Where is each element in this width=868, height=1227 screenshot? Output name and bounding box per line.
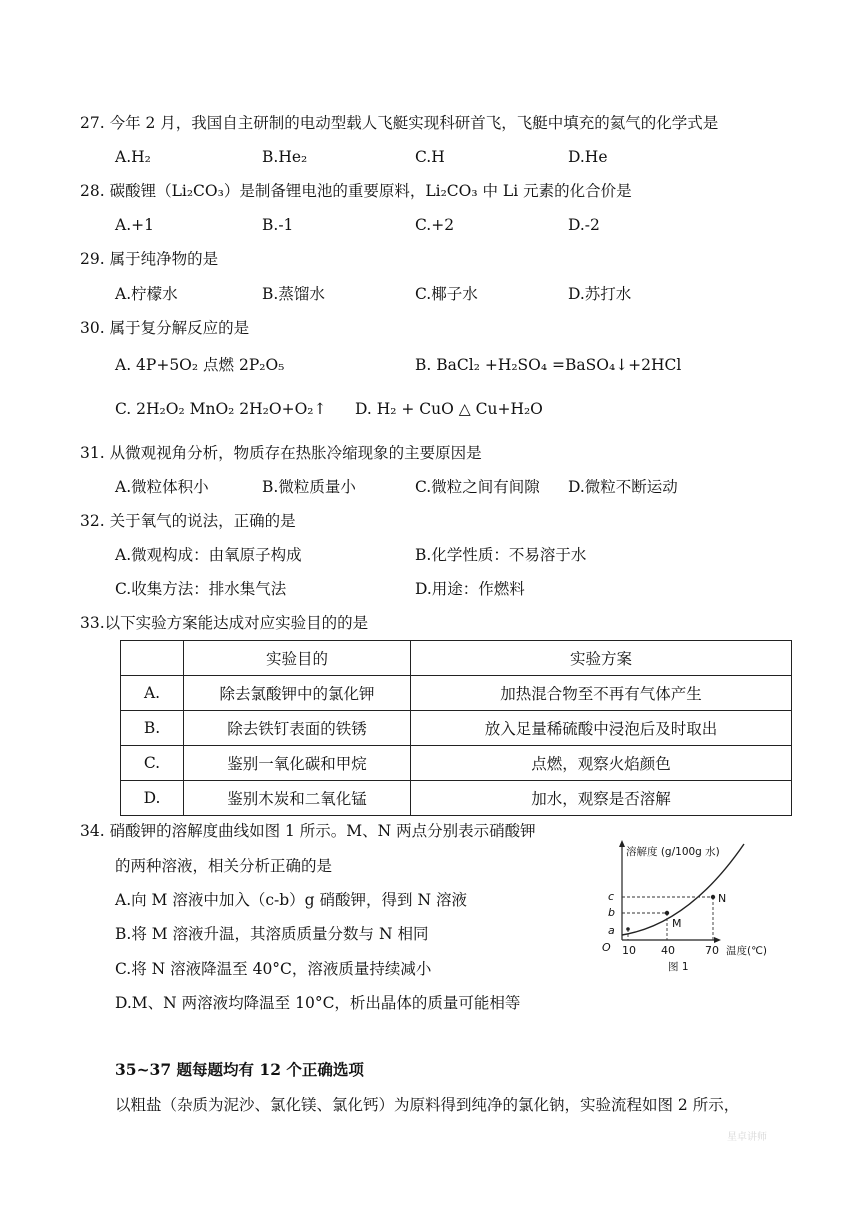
table-cell: 除去氯酸钾中的氯化钾 <box>184 676 411 711</box>
q27-option-b: B.He₂ <box>262 148 308 166</box>
origin-label: O <box>602 941 611 954</box>
question-34-stem-line1: 34. 硝酸钾的溶解度曲线如图 1 所示。M、N 两点分别表示硝酸钾 <box>80 822 536 840</box>
table-cell: B. <box>121 711 184 746</box>
table-cell: 放入足量稀硫酸中浸泡后及时取出 <box>411 711 792 746</box>
q29-option-a: A.柠檬水 <box>115 285 178 303</box>
table-header-row <box>121 641 792 676</box>
q34-option-a: A.向 M 溶液中加入（c-b）g 硝酸钾，得到 N 溶液 <box>115 891 467 909</box>
solubility-chart <box>594 836 790 984</box>
q27-option-d: D.He <box>568 148 608 166</box>
q34-option-b: B.将 M 溶液升温，其溶质质量分数与 N 相同 <box>115 925 429 943</box>
point-n <box>711 895 715 899</box>
table-row <box>121 676 792 711</box>
table-cell: A. <box>121 676 184 711</box>
question-28-stem: 28. 碳酸锂（Li₂CO₃）是制备锂电池的重要原料，Li₂CO₃ 中 Li 元素的化合价是 <box>80 182 632 200</box>
figure-caption: 图 1 <box>668 961 689 973</box>
q28-option-b: B.-1 <box>262 216 294 234</box>
q28-option-a: A.+1 <box>115 216 154 234</box>
q32-option-b: B.化学性质：不易溶于水 <box>415 546 587 564</box>
y-tick-c: c <box>608 890 615 903</box>
table-cell: 点燃，观察火焰颜色 <box>411 746 792 781</box>
point-m <box>665 911 669 915</box>
table-cell: 鉴别一氧化碳和甲烷 <box>184 746 411 781</box>
section-intro: 以粗盐（杂质为泥沙、氯化镁、氯化钙）为原料得到纯净的氯化钠，实验流程如图 2 所示， <box>115 1096 740 1114</box>
table-row <box>121 711 792 746</box>
table-cell: D. <box>121 781 184 816</box>
x-tick-40: 40 <box>661 944 675 957</box>
q30-option-a: A. 4P+5O₂ 点燃 2P₂O₅ <box>115 356 285 374</box>
q29-option-b: B.蒸馏水 <box>262 285 325 303</box>
q30-option-b: B. BaCl₂ +H₂SO₄ =BaSO₄↓+2HCl <box>415 356 682 374</box>
question-27-stem: 27. 今年 2 月，我国自主研制的电动型载人飞艇实现科研首飞，飞艇中填充的氦气的化学式是 <box>80 114 719 132</box>
x-tick-10: 10 <box>622 944 636 957</box>
q28-option-d: D.-2 <box>568 216 600 234</box>
table-row <box>121 781 792 816</box>
table-cell: 除去铁钉表面的铁锈 <box>184 711 411 746</box>
y-axis-label: 溶解度 (g/100g 水) <box>626 846 720 858</box>
table-cell: 鉴别木炭和二氧化锰 <box>184 781 411 816</box>
section-title: 35~37 题每题均有 12 个正确选项 <box>115 1060 364 1079</box>
q30-option-c: C. 2H₂O₂ MnO₂ 2H₂O+O₂↑ <box>115 400 327 418</box>
q29-option-d: D.苏打水 <box>568 285 632 303</box>
q34-option-c: C.将 N 溶液降温至 40°C，溶液质量持续减小 <box>115 960 432 978</box>
y-tick-b: b <box>608 906 615 919</box>
q32-option-a: A.微观构成：由氧原子构成 <box>115 546 302 564</box>
table-cell: 加水，观察是否溶解 <box>411 781 792 816</box>
y-tick-a: a <box>608 924 615 937</box>
point-m-label: M <box>672 917 682 930</box>
x-axis-arrow-icon <box>714 937 721 943</box>
table-header-cell: 实验方案 <box>411 641 792 676</box>
x-tick-70: 70 <box>705 944 719 957</box>
question-31-stem: 31. 从微观视角分析，物质存在热胀冷缩现象的主要原因是 <box>80 444 482 462</box>
table-row <box>121 746 792 781</box>
q27-option-c: C.H <box>415 148 445 166</box>
table-header-cell: 实验目的 <box>184 641 411 676</box>
q27-option-a: A.H₂ <box>115 148 151 166</box>
table-cell: 加热混合物至不再有气体产生 <box>411 676 792 711</box>
q31-option-b: B.微粒质量小 <box>262 478 356 496</box>
q34-option-d: D.M、N 两溶液均降温至 10°C，析出晶体的质量可能相等 <box>115 994 521 1012</box>
watermark: 星卓讲师 <box>727 1132 767 1143</box>
question-32-stem: 32. 关于氧气的说法，正确的是 <box>80 512 296 530</box>
q30-option-d: D. H₂ + CuO △ Cu+H₂O <box>355 400 543 418</box>
y-axis-arrow-icon <box>619 840 625 847</box>
question-30-stem: 30. 属于复分解反应的是 <box>80 319 250 337</box>
q31-option-c: C.微粒之间有间隙 <box>415 478 540 496</box>
question-34-stem-line2: 的两种溶液，相关分析正确的是 <box>115 857 333 875</box>
experiment-table <box>120 640 792 816</box>
question-29-stem: 29. 属于纯净物的是 <box>80 250 219 268</box>
q32-option-c: C.收集方法：排水集气法 <box>115 580 287 598</box>
point-n-label: N <box>718 892 727 905</box>
table-cell: C. <box>121 746 184 781</box>
question-33-stem: 33.以下实验方案能达成对应实验目的的是 <box>80 614 369 632</box>
point-a <box>626 927 630 931</box>
table-header-cell <box>121 641 184 676</box>
q31-option-a: A.微粒体积小 <box>115 478 209 496</box>
q29-option-c: C.椰子水 <box>415 285 478 303</box>
x-axis-label: 温度(℃) <box>726 945 767 957</box>
q28-option-c: C.+2 <box>415 216 455 234</box>
q31-option-d: D.微粒不断运动 <box>568 478 678 496</box>
q32-option-d: D.用途：作燃料 <box>415 580 525 598</box>
